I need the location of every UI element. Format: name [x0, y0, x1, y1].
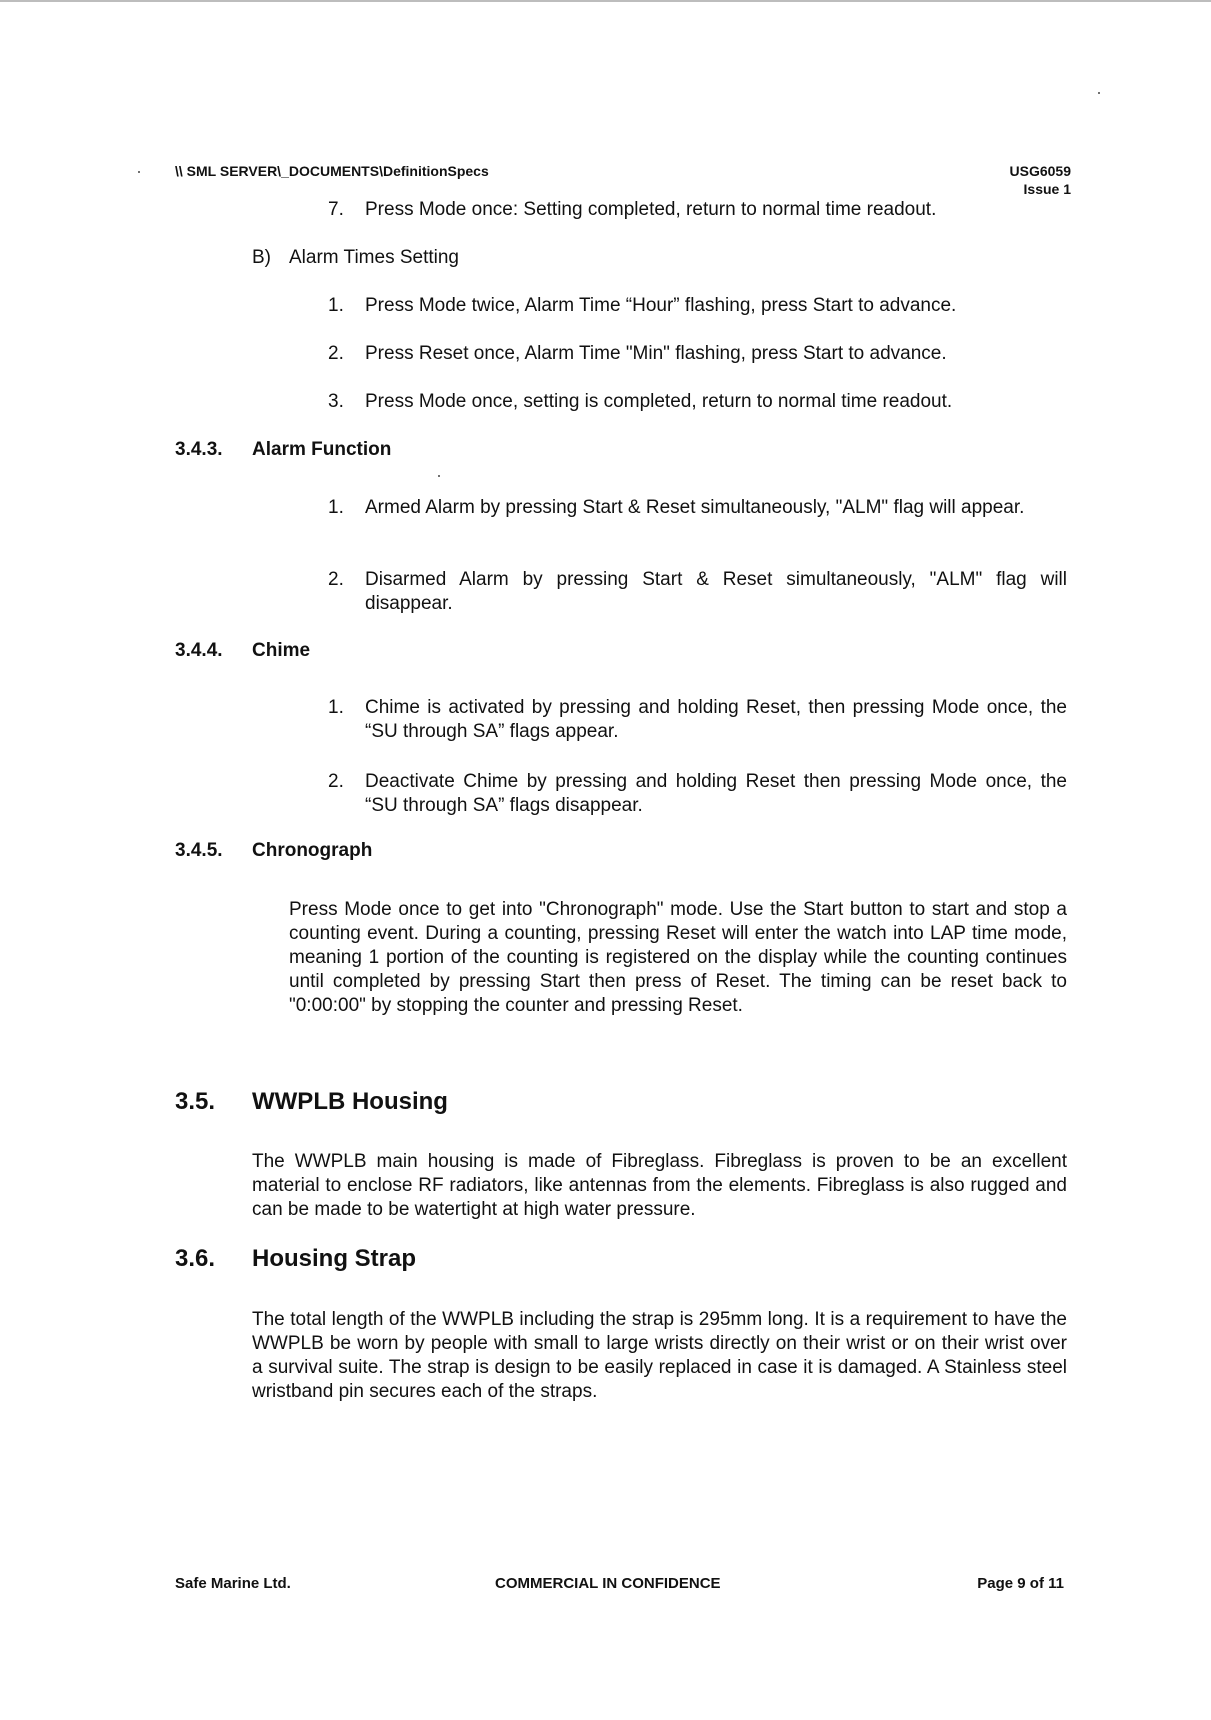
section-title-chronograph: Chronograph: [252, 840, 373, 861]
list-item-alarm-2: [328, 568, 1067, 618]
list-item-7: [328, 198, 1008, 224]
footer-page-number: Page 9 of 11: [977, 1575, 1064, 1592]
subsection-b-title: Alarm Times Setting: [289, 247, 459, 268]
list-number: 7.: [328, 199, 344, 220]
header-path: \\ SML SERVER\_DOCUMENTS\DefinitionSpecs: [175, 163, 489, 179]
scan-speck: [138, 171, 140, 173]
list-item-chime-2: [328, 770, 1067, 820]
chronograph-paragraph: Press Mode once to get into "Chronograph" mode. Use the Start button to start and stop a counting event. During a counting, pressing Reset will enter the watch into LAP time mode, meaning 1 portion of the counting is registered on the display while the counting continues until completed by pressing Start then press of Reset. The timing can be reset back to "0:00:00" by stopping the counter and pressing Reset.: [289, 899, 1067, 1016]
strap-paragraph: The total length of the WWPLB including the strap is 295mm long. It is a requirement to have the WWPLB be worn by people with small to large wrists directly on their wrist or on their wrist over a survival suite. The strap is design to be easily replaced in case it is damaged. A Stainless steel wristband pin secures each of the straps.: [252, 1309, 1067, 1402]
housing-paragraph: The WWPLB main housing is made of Fibreglass. Fibreglass is proven to be an excellent material to enclose RF radiators, like antennas from the elements. Fibreglass is also rugged and can be made to be watertight at high water pressure.: [252, 1151, 1067, 1220]
header-doc-id: USG6059: [1009, 163, 1071, 179]
list-text: Press Mode twice, Alarm Time “Hour” flashing, press Start to advance.: [365, 295, 957, 316]
list-text: Armed Alarm by pressing Start & Reset simultaneously, "ALM" flag will appear.: [365, 497, 1025, 518]
list-text: Deactivate Chime by pressing and holding Reset then pressing Mode once, the “SU through SA” flags disappear.: [365, 771, 1067, 816]
list-item-b1: [328, 294, 1068, 320]
section-number-3-4-4: 3.4.4.: [175, 640, 223, 661]
list-number: 2.: [328, 771, 344, 792]
list-text: Press Reset once, Alarm Time "Min" flashing, press Start to advance.: [365, 343, 947, 364]
list-item-b2: [328, 342, 1068, 368]
list-text: Disarmed Alarm by pressing Start & Reset simultaneously, "ALM" flag will disappear.: [365, 569, 1067, 614]
list-number: 1.: [328, 497, 344, 518]
list-number: 2.: [328, 343, 344, 364]
section-number-3-5: 3.5.: [175, 1088, 216, 1115]
scan-speck: [1098, 92, 1100, 94]
footer-confidentiality: COMMERCIAL IN CONFIDENCE: [495, 1575, 721, 1592]
list-text: Chime is activated by pressing and holding Reset, then pressing Mode once, the “SU through SA” flags appear.: [365, 697, 1067, 742]
section-title-chime: Chime: [252, 640, 311, 661]
section-number-3-4-3: 3.4.3.: [175, 439, 223, 460]
footer-company: Safe Marine Ltd.: [175, 1575, 291, 1592]
list-number: 1.: [328, 697, 344, 718]
list-text: Press Mode once, setting is completed, return to normal time readout.: [365, 391, 953, 412]
list-item-alarm-1: [328, 496, 1067, 546]
subsection-b-label: B): [252, 247, 271, 268]
section-number-3-4-5: 3.4.5.: [175, 840, 223, 861]
list-number: 1.: [328, 295, 344, 316]
header-issue: Issue 1: [1023, 181, 1071, 197]
list-item-chime-1: [328, 696, 1067, 746]
list-number: 2.: [328, 569, 344, 590]
section-title-wwplb-housing: WWPLB Housing: [252, 1088, 448, 1115]
list-number: 3.: [328, 391, 344, 412]
section-title-housing-strap: Housing Strap: [252, 1245, 417, 1272]
list-item-b3: [328, 390, 1068, 416]
section-number-3-6: 3.6.: [175, 1245, 216, 1272]
section-title-alarm-function: Alarm Function: [252, 439, 392, 460]
list-text: Press Mode once: Setting completed, return to normal time readout.: [365, 199, 937, 220]
scan-speck: [438, 475, 440, 477]
scan-top-edge: [0, 0, 1211, 2]
